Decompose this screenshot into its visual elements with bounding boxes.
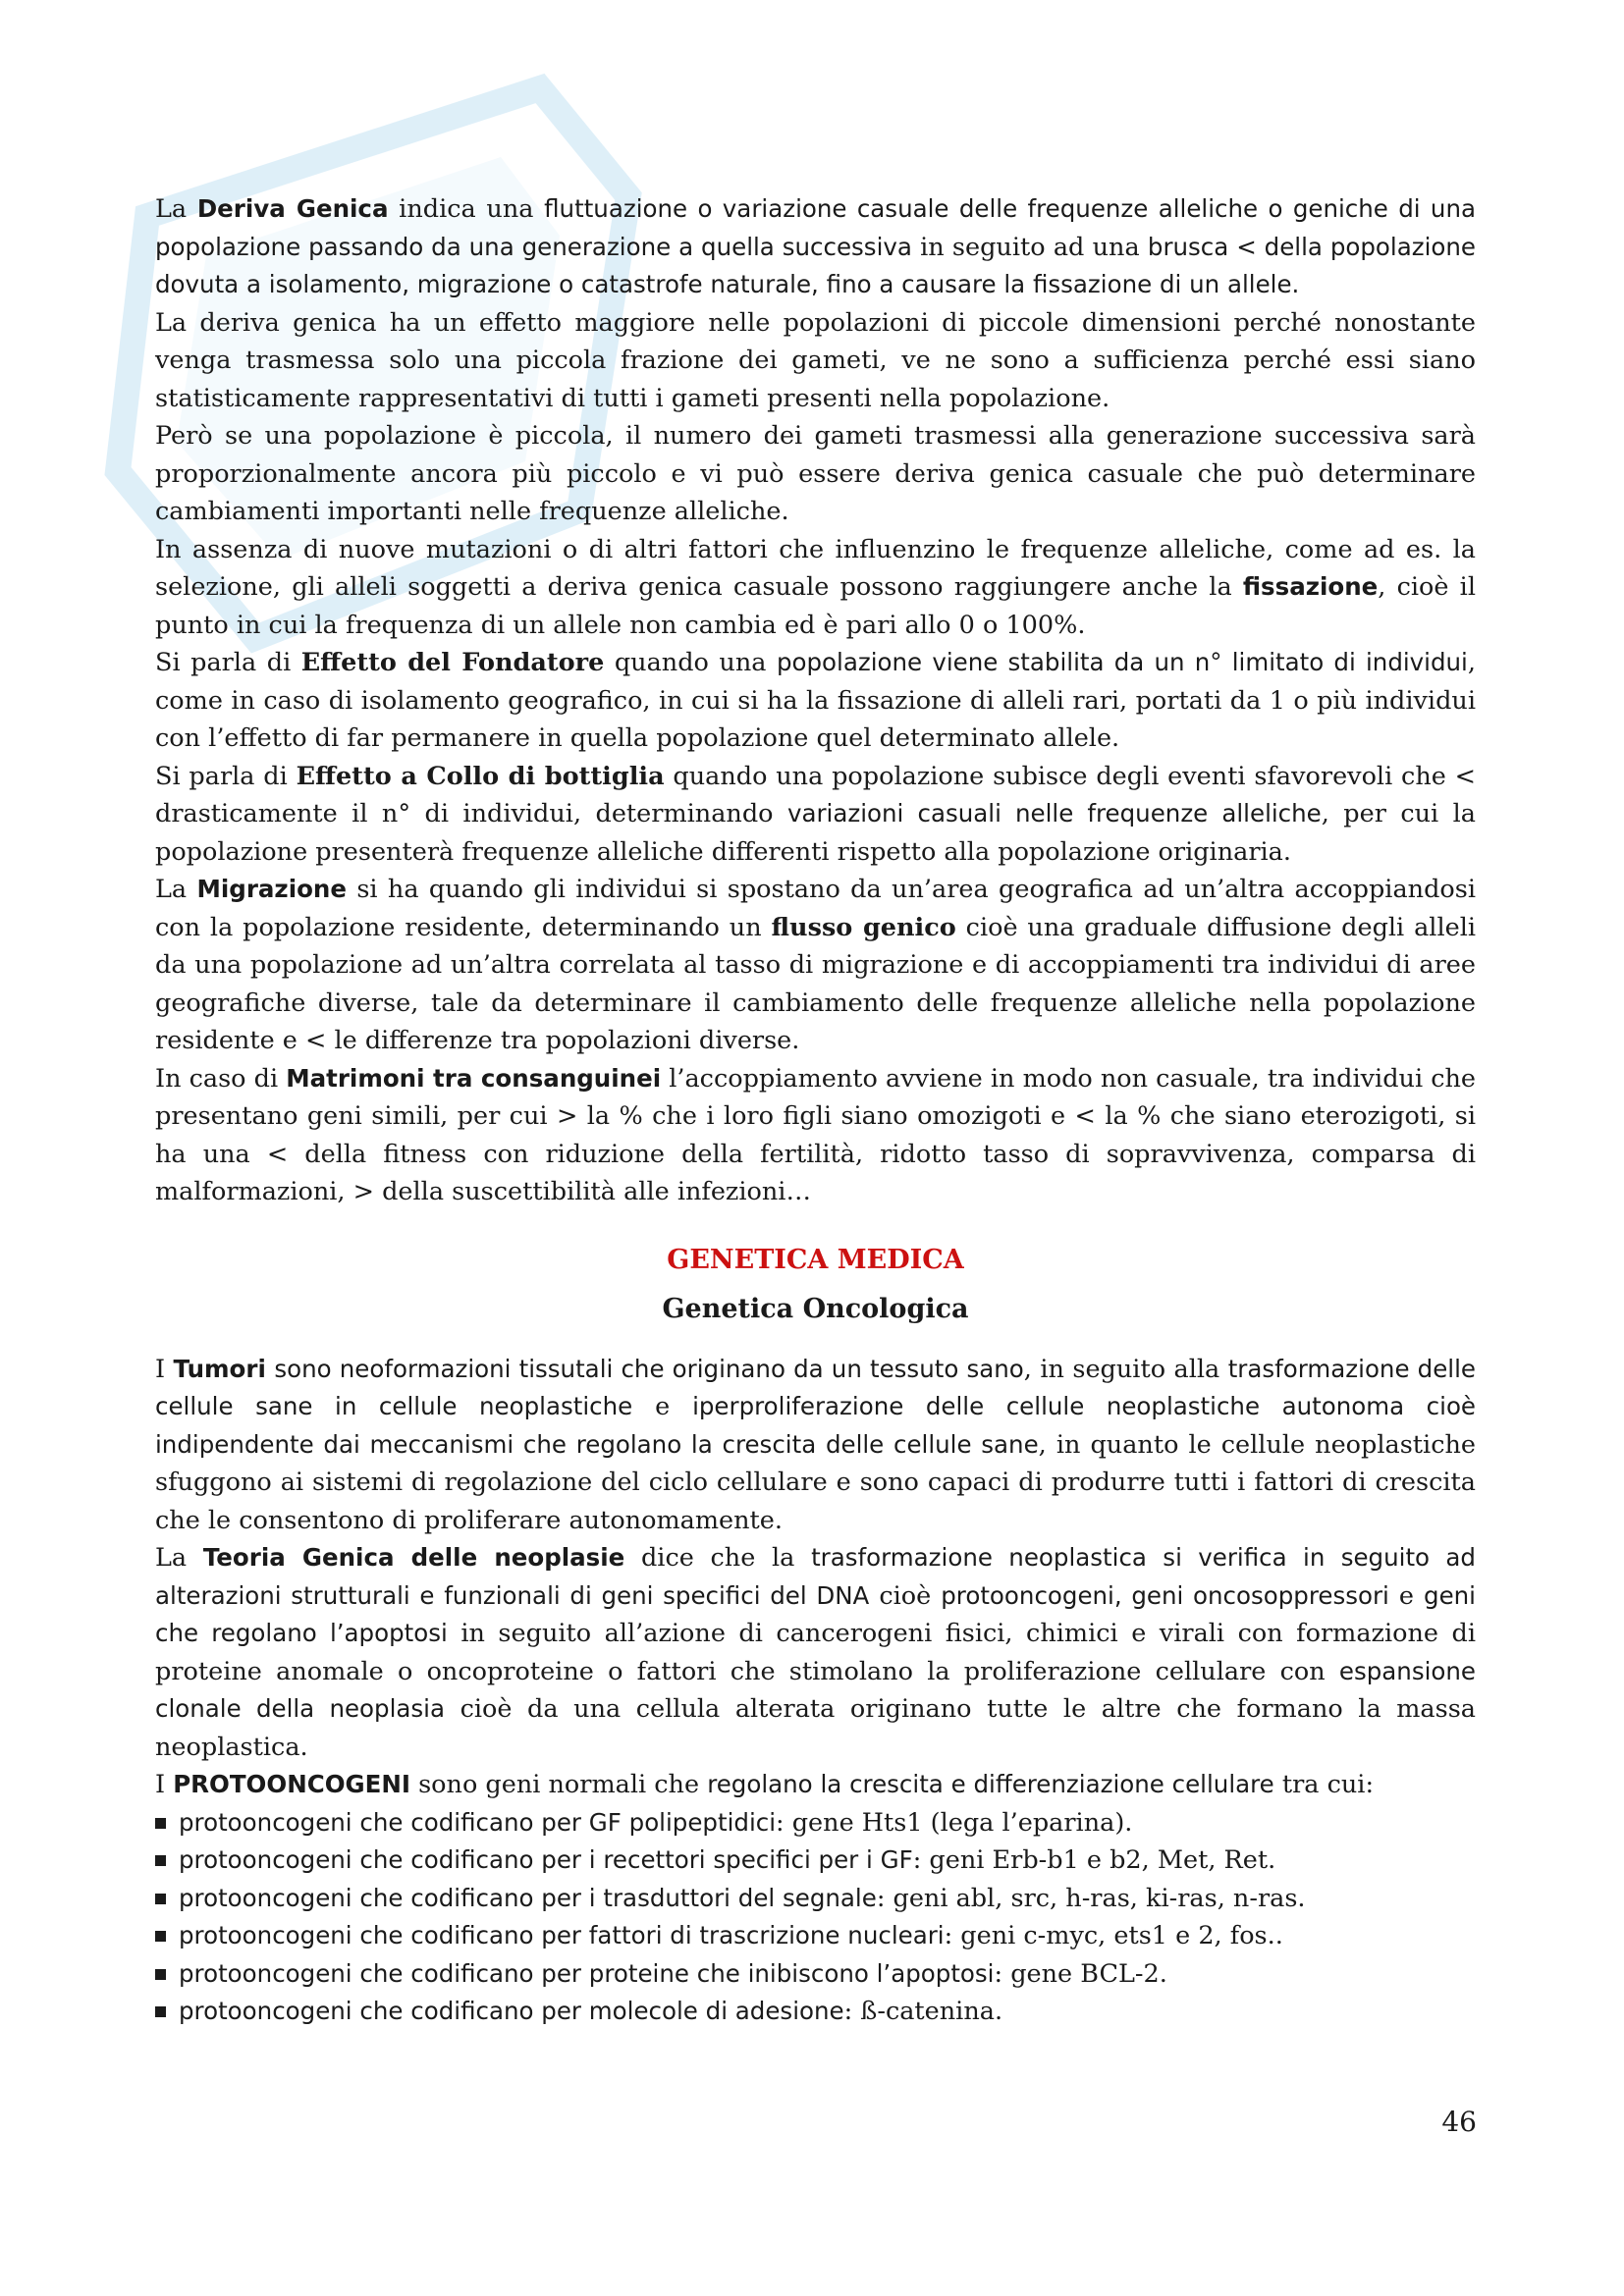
subsection-heading-genetica-oncologica: Genetica Oncologica [662,1293,969,1324]
term-effetto-fondatore: Effetto del Fondatore [300,648,605,677]
paragraph-popolazione-piccola: Però se una popolazione è piccola, il numero dei gameti trasmessi alla generazione successiva sarà proporzionalmente ancora più piccolo e vi può essere deriva genica casuale che può determinare cambiamenti importanti nelle frequenze alleliche. [155,421,1476,526]
square-bullet-icon [155,1855,166,1866]
paragraph-teoria-genica: La Teoria Genica delle neoplasie dice che la trasformazione neoplastica si verifica in seguito ad alterazioni strutturali e funzionali di geni specifici del DNA cioè protooncogeni, geni oncosoppressori e geni che regolano l’apoptosi in seguito all’azione di cancerogeni fisici, chimici e virali con formazione di proteine anomale o oncoproteine o fattori che stimolano la proliferazione cellulare con espansione clonale della neoplasia cioè da una cellula alterata originano tutte le altre che formano la massa neoplastica. [155,1543,1476,1762]
page-number: 46 [1441,2106,1477,2138]
paragraph-deriva-genica: La Deriva Genica indica una fluttuazione o variazione casuale delle frequenze alleliche o geniche di una popolazione passando da una generazione a quella successiva in seguito ad una brusca < della popolazione dovuta a isolamento, migrazione o catastrofe naturale, fino a causare la fissazione di un allele. [155,194,1476,298]
paragraph-deriva-effetto: La deriva genica ha un effetto maggiore nelle popolazioni di piccole dimensioni perché nonostante venga trasmessa solo una piccola frazione dei gameti, ve ne sono a sufficienza perché essi siano statisticamente rappresentativi di tutti i gameti presenti nella popolazione. [155,307,1476,413]
term-deriva-genica: Deriva Genica [196,194,389,223]
list-item: protooncogeni che codificano per proteine che inibiscono l’apoptosi: gene BCL-2. [155,1955,1476,1994]
term-tumori: Tumori [173,1354,266,1383]
section-heading-genetica-medica: GENETICA MEDICA [667,1244,964,1275]
paragraph-protooncogeni: I PROTOONCOGENI sono geni normali che regolano la crescita e differenziazione cellulare tra cui: [155,1770,1375,1799]
term-collo-bottiglia: Effetto a Collo di bottiglia [296,761,665,791]
term-matrimoni-consanguinei: Matrimoni tra consanguinei [286,1063,662,1093]
paragraph-collo-bottiglia: Si parla di Effetto a Collo di bottiglia quando una popolazione subisce degli eventi sfavorevoli che < drasticamente il n° di individui, determinando variazioni casuali nelle frequenze alleliche, per cui la popolazione presenterà frequenze alleliche differenti rispetto alla popolazione originaria. [155,761,1477,867]
term-protooncogeni: PROTOONCOGENI [173,1770,410,1798]
list-item: protooncogeni che codificano per fattori di trascrizione nucleari: geni c-myc, ets1 e 2, fos.. [155,1917,1476,1955]
list-item: protooncogeni che codificano per i trasduttori del segnale: geni abl, src, h-ras, ki-ras, n-ras. [155,1880,1476,1918]
square-bullet-icon [155,1818,166,1829]
square-bullet-icon [155,1894,166,1904]
list-item: protooncogeni che codificano per GF polipeptidici: gene Hts1 (lega l’eparina). [155,1804,1476,1842]
protooncogeni-list [155,1804,1476,2031]
square-bullet-icon [155,2006,166,2017]
term-fissazione: fissazione [1242,572,1379,601]
square-bullet-icon [155,1931,166,1942]
square-bullet-icon [155,1969,166,1980]
paragraph-effetto-fondatore: Si parla di Effetto del Fondatore quando una popolazione viene stabilita da un n° limitato di individui, come in caso di isolamento geografico, in cui si ha la fissazione di alleli rari, portati da 1 o più individui con l’effetto di far permanere in quella popolazione quel determinato allele. [155,648,1476,753]
paragraph-matrimoni-consanguinei: In caso di Matrimoni tra consanguinei l’accoppiamento avviene in modo non casuale, tra individui che presentano geni simili, per cui > la % che i loro figli siano omozigoti e < la % che siano eterozigoti, si ha una < della fitness con riduzione della fertilità, ridotto tasso di sopravvivenza, comparsa di malformazioni, > della suscettibilità alle infezioni… [155,1063,1477,1206]
list-item: protooncogeni che codificano per molecole di adesione: ß-catenina. [155,1993,1476,2031]
document-body [155,190,1476,2031]
term-teoria-genica: Teoria Genica delle neoplasie [202,1543,625,1572]
term-migrazione: Migrazione [196,875,347,903]
paragraph-tumori: I Tumori sono neoformazioni tissutali che originano da un tessuto sano, in seguito alla trasformazione delle cellule sane in cellule neoplastiche e iperproliferazione delle cellule neoplastiche autonoma cioè indipendente dai meccanismi che regolano la crescita delle cellule sane, in quanto le cellule neoplastiche sfuggono ai sistemi di regolazione del ciclo cellulare e sono capaci di produrre tutti i fattori di crescita che le consentono di proliferare autonomamente. [155,1354,1477,1535]
paragraph-migrazione: La Migrazione si ha quando gli individui si spostano da un’area geografica ad un’altra accoppiandosi con la popolazione residente, determinando un flusso genico cioè una graduale diffusione degli alleli da una popolazione ad un’altra correlata al tasso di migrazione e di accoppiamenti tra individui di aree geografiche diverse, tale da determinare il cambiamento delle frequenze alleliche nella popolazione residente e < le differenze tra popolazioni diverse. [155,875,1477,1055]
paragraph-fissazione: In assenza di nuove mutazioni o di altri fattori che influenzino le frequenze alleliche, come ad es. la selezione, gli alleli soggetti a deriva genica casuale possono raggiungere anche la fissazione, cioè il punto in cui la frequenza di un allele non cambia ed è pari allo 0 o 100%. [155,534,1476,640]
term-flusso-genico: flusso genico [771,912,956,942]
list-item: protooncogeni che codificano per i recettori specifici per i GF: geni Erb-b1 e b2, Met, Ret. [155,1842,1476,1880]
